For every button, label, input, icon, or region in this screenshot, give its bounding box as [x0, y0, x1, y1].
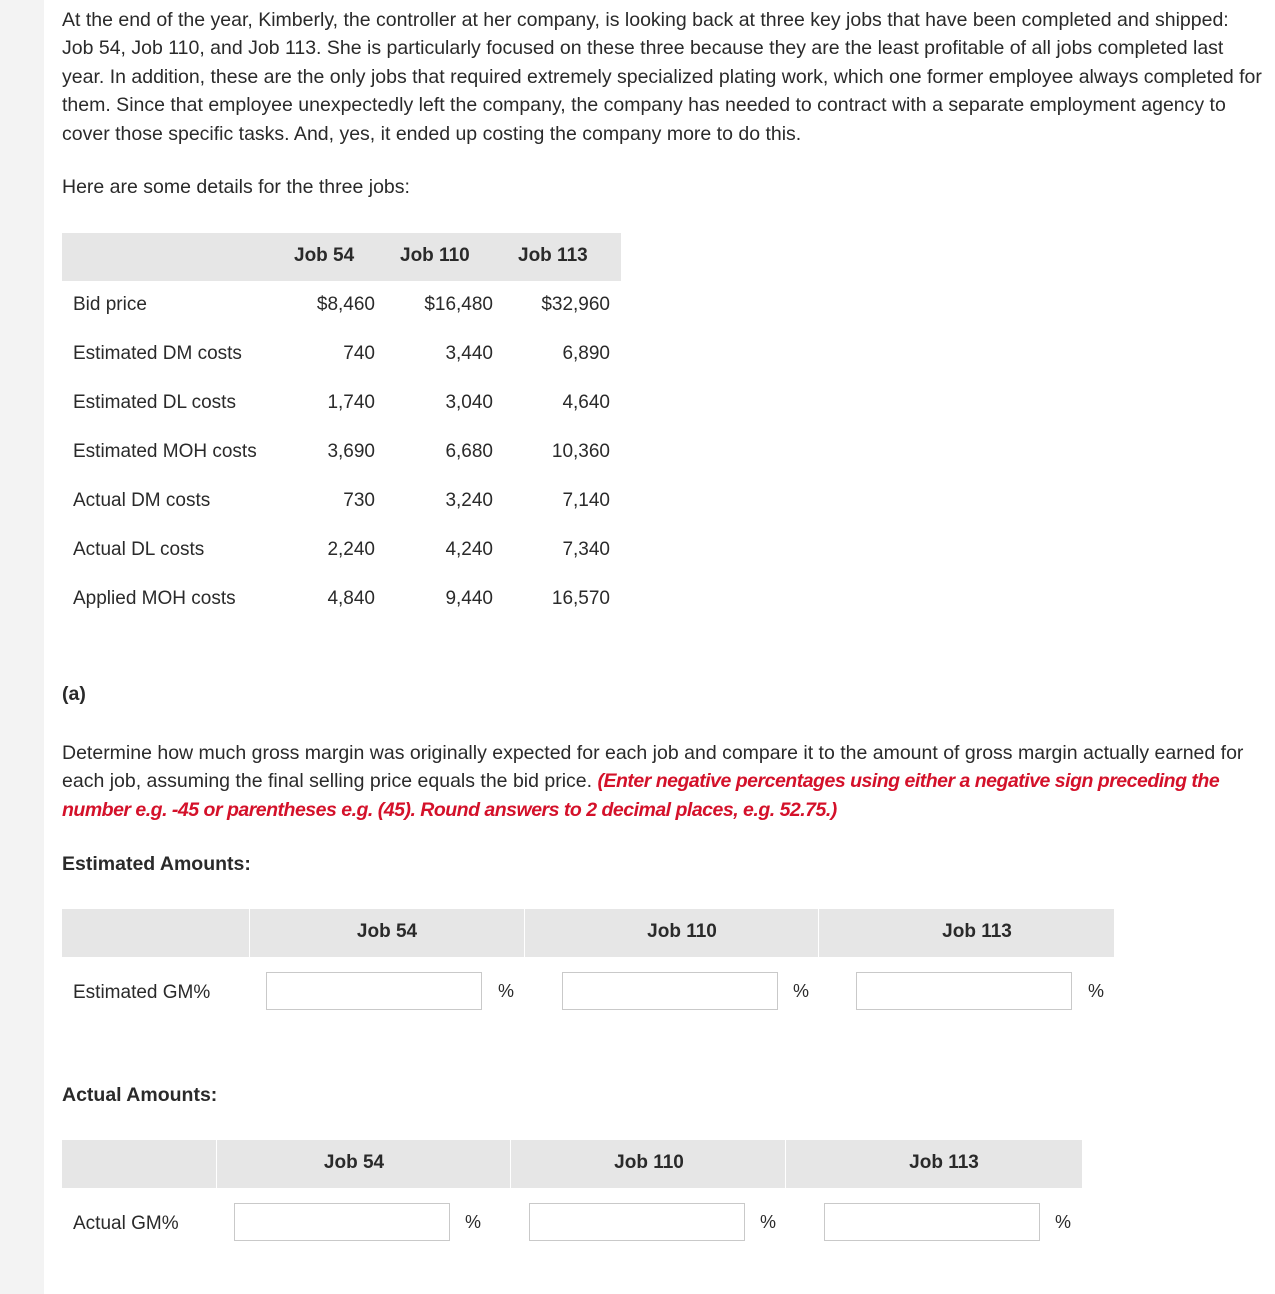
actual-header-job-110: Job 110 [614, 1152, 684, 1173]
table-row [62, 380, 621, 429]
header-job-110: Job 110 [400, 245, 470, 266]
cell-value: 2,240 [327, 539, 375, 560]
actual-header-job-54: Job 54 [323, 1152, 385, 1173]
actual-gm-job-110-input[interactable] [529, 1203, 745, 1241]
table-row [62, 478, 621, 527]
row-label: Actual DM costs [73, 490, 211, 511]
column-divider [524, 909, 525, 957]
instructions [62, 739, 1262, 824]
column-divider [216, 1140, 217, 1188]
actual-gm-job-113-input[interactable] [824, 1203, 1040, 1241]
header-job-54: Job 54 [294, 245, 355, 266]
cell-value: 6,680 [445, 441, 493, 462]
column-divider [510, 1140, 511, 1188]
row-label: Estimated DM costs [73, 343, 242, 364]
estimated-header-job-113: Job 113 [942, 921, 1012, 942]
cell-value: $32,960 [541, 294, 610, 315]
table-row [62, 282, 621, 331]
cell-value: 1,740 [327, 392, 375, 413]
row-label: Estimated DL costs [73, 392, 236, 413]
cell-value: $8,460 [316, 294, 375, 315]
table-row [62, 331, 621, 380]
estimated-gm-job-113-input[interactable] [856, 972, 1072, 1010]
cell-value: 3,690 [327, 441, 375, 462]
cell-value: 4,640 [562, 392, 610, 413]
cell-value: 740 [343, 343, 375, 364]
cell-value: $16,480 [424, 294, 493, 315]
cell-value: 4,240 [445, 539, 493, 560]
table-row [62, 576, 621, 625]
actual-grid-header [62, 1140, 1082, 1188]
percent-unit: % [760, 1212, 777, 1232]
question-page [44, 0, 1275, 1294]
column-divider [785, 1140, 786, 1188]
table-row [62, 429, 621, 478]
estimated-gm-label: Estimated GM% [73, 982, 211, 1003]
actual-amounts-title: Actual Amounts: [62, 1084, 218, 1106]
actual-header-job-113: Job 113 [909, 1152, 979, 1173]
percent-unit: % [465, 1212, 482, 1232]
percent-unit: % [793, 981, 810, 1001]
column-divider [818, 909, 819, 957]
instructions-text: Determine how much gross margin was originally expected for each job and compare it to the amount of gross margin actually earned for each job, assuming the final selling price equals the bid price. [62, 742, 1244, 793]
actual-gm-label: Actual GM% [73, 1213, 179, 1234]
instructions-note: (Enter negative percentages using either a negative sign preceding the number e.g. -45 or parentheses e.g. (45). Round answers to 2 decimal places, e.g. 52.75.) [62, 770, 1220, 821]
estimated-gm-job-54-input[interactable] [266, 972, 482, 1010]
column-divider [249, 909, 250, 957]
cell-value: 6,890 [562, 343, 610, 364]
cell-value: 7,340 [562, 539, 610, 560]
estimated-amounts-title: Estimated Amounts: [62, 853, 251, 875]
actual-gm-job-54-input[interactable] [234, 1203, 450, 1241]
estimated-grid-header [62, 909, 1114, 957]
row-label: Actual DL costs [73, 539, 205, 560]
jobs-table-header [62, 233, 621, 281]
row-label: Applied MOH costs [73, 588, 236, 609]
estimated-gm-job-110-input[interactable] [562, 972, 778, 1010]
percent-unit: % [498, 981, 515, 1001]
percent-unit: % [1088, 981, 1105, 1001]
estimated-header-job-54: Job 54 [356, 921, 418, 942]
cell-value: 10,360 [551, 441, 610, 462]
row-label: Estimated MOH costs [73, 441, 257, 462]
header-job-113: Job 113 [518, 245, 588, 266]
estimated-header-job-110: Job 110 [647, 921, 717, 942]
cell-value: 9,440 [445, 588, 493, 609]
cell-value: 16,570 [551, 588, 610, 609]
cell-value: 4,840 [327, 588, 375, 609]
cell-value: 3,040 [445, 392, 493, 413]
details-heading: Here are some details for the three jobs: [62, 176, 410, 198]
table-row [62, 527, 621, 576]
cell-value: 730 [343, 490, 375, 511]
percent-unit: % [1055, 1212, 1072, 1232]
cell-value: 7,140 [562, 490, 610, 511]
part-label: (a) [62, 683, 86, 705]
row-label: Bid price [73, 294, 147, 315]
intro-paragraph: At the end of the year, Kimberly, the controller at her company, is looking back at three key jobs that have been completed and shipped: Job 54, Job 110, and Job 113. She is particularly focused on these three because they are the least profitable of all jobs completed last year. In addition, these are the only jobs that required extremely specialized plating work, which one former employee always completed for them. Since that employee unexpectedly left the company, the company has needed to contract with a separate employment agency to cover those specific tasks. And, yes, it ended up costing the company more to do this. [62, 9, 1262, 145]
cell-value: 3,440 [445, 343, 493, 364]
cell-value: 3,240 [445, 490, 493, 511]
